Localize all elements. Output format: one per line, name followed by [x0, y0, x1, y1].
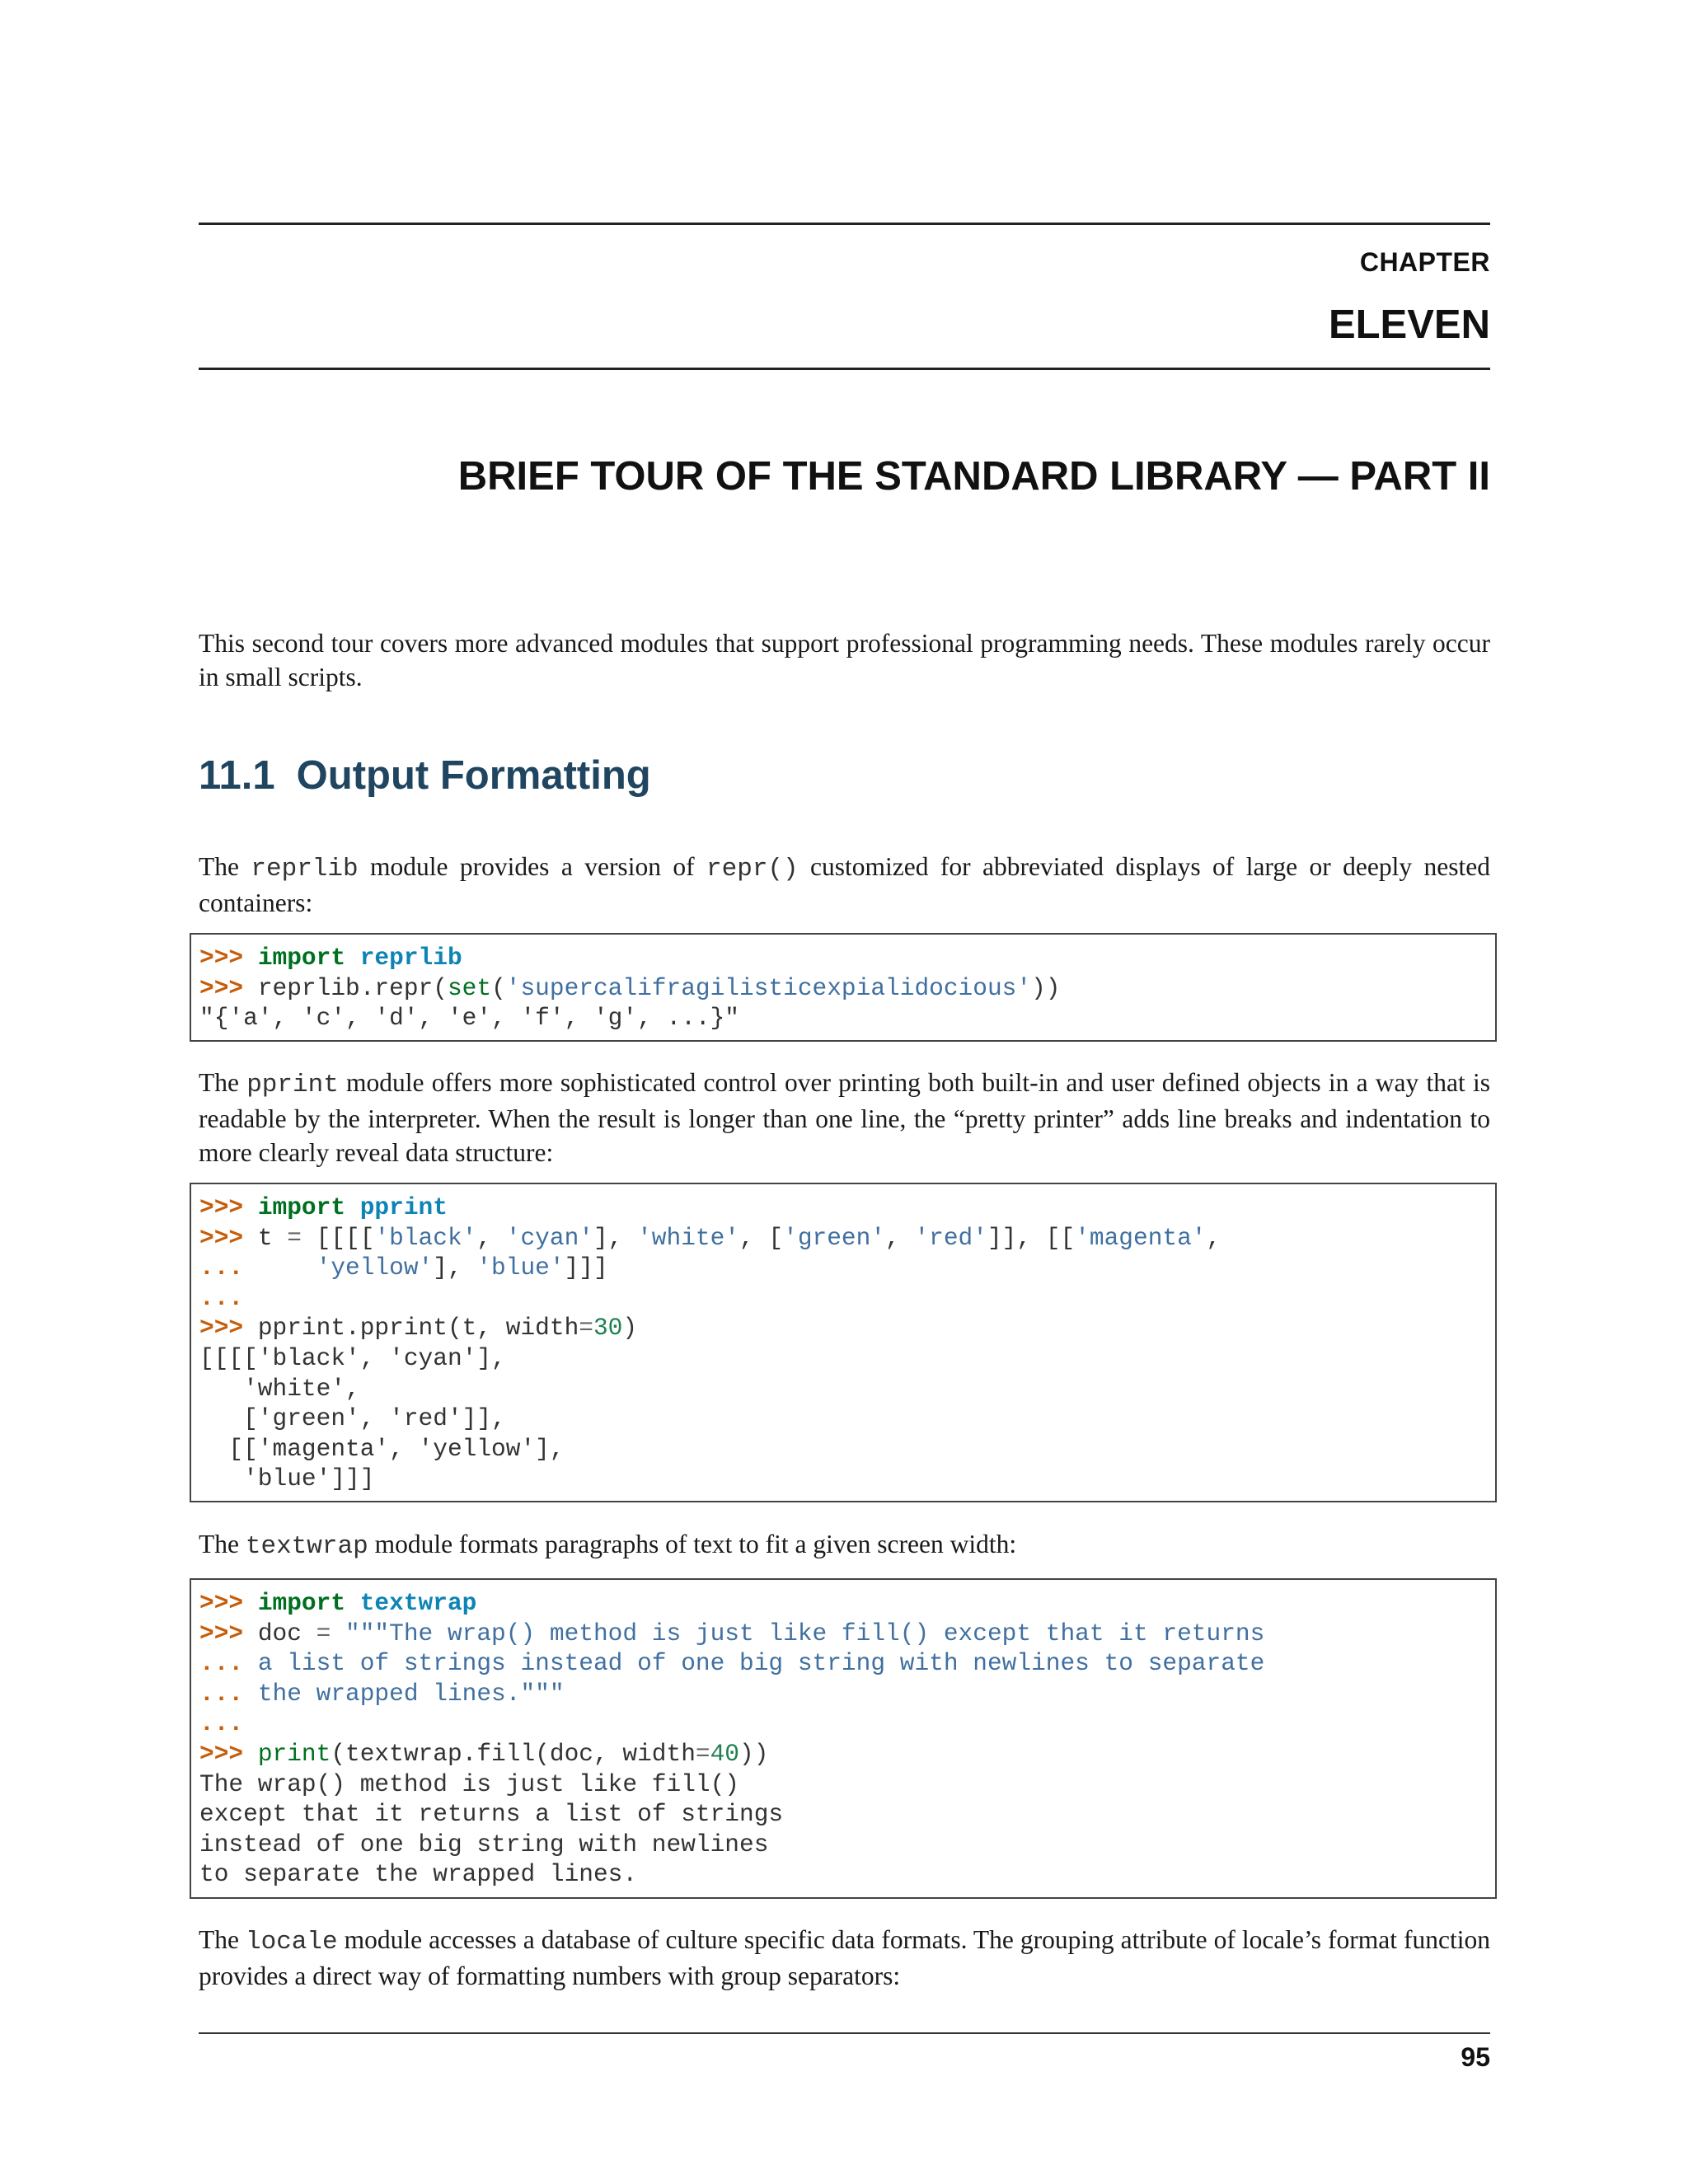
code-block-pprint	[190, 1183, 1497, 1502]
inline-code-reprlib: reprlib	[251, 855, 359, 883]
code-block-textwrap	[190, 1578, 1497, 1899]
output-token: except that it returns a list of strings	[199, 1800, 784, 1829]
code-token: ],	[433, 1254, 477, 1282]
prompt-token: >>>	[199, 1193, 258, 1221]
paragraph-text: module formats paragraphs of text to fit a given screen width:	[368, 1530, 1017, 1558]
chapter-title: BRIEF TOUR OF THE STANDARD LIBRARY — PART II	[457, 454, 1490, 499]
string-token: 'red'	[914, 1223, 987, 1252]
prompt-token: ...	[199, 1283, 244, 1312]
code-token: ,	[885, 1223, 915, 1252]
output-token: to separate the wrapped lines.	[199, 1860, 638, 1889]
prompt-token: >>>	[199, 944, 258, 972]
code-token: (	[491, 973, 506, 1002]
section-heading	[199, 752, 651, 799]
section-title: Output Formatting	[296, 753, 651, 798]
inline-code-locale: locale	[245, 1928, 338, 1957]
code-line	[199, 1769, 1487, 1800]
locale-paragraph	[199, 1923, 1490, 1993]
code-line	[199, 1679, 1487, 1709]
code-token: ]], [[	[987, 1223, 1076, 1252]
textwrap-paragraph	[199, 1527, 1490, 1563]
operator-token: =	[695, 1739, 710, 1768]
string-token: 'supercalifragilisticexpialidocious'	[505, 973, 1032, 1002]
prompt-token: ...	[199, 1679, 258, 1708]
module-name-token: pprint	[359, 1193, 448, 1221]
code-line	[199, 1799, 1487, 1830]
code-token: doc	[257, 1619, 316, 1647]
code-token: )	[622, 1314, 638, 1343]
string-token: 'green'	[783, 1223, 886, 1252]
code-token: ))	[739, 1739, 769, 1768]
paragraph-text: The	[199, 852, 251, 881]
code-line	[199, 1588, 1487, 1619]
number-token: 40	[710, 1739, 740, 1768]
code-line	[199, 1739, 1487, 1769]
prompt-token: >>>	[199, 1589, 258, 1617]
prompt-token: ...	[199, 1254, 258, 1282]
number-token: 30	[593, 1314, 623, 1343]
output-token: ['green', 'red']],	[199, 1404, 506, 1433]
inline-code-repr: repr()	[706, 855, 799, 883]
output-token: 'white',	[199, 1374, 360, 1403]
keyword-token: import	[257, 944, 346, 972]
code-line	[199, 1253, 1487, 1283]
builtin-token: print	[257, 1739, 331, 1768]
string-token: the wrapped lines."""	[257, 1679, 565, 1708]
code-token	[345, 1193, 360, 1221]
paragraph-text: The	[199, 1068, 247, 1097]
code-line	[199, 1313, 1487, 1343]
paragraph-text: module offers more sophisticated control over printing both built-in and user defined objects in a way that is readable by the interpreter. When the result is longer than one line, the “pretty printer” adds line breaks and indentation to more clearly reveal data structure:	[199, 1068, 1490, 1167]
code-line	[199, 1223, 1487, 1254]
prompt-token: >>>	[199, 1619, 258, 1647]
pprint-paragraph	[199, 1066, 1490, 1169]
code-line	[199, 1374, 1487, 1404]
inline-code-textwrap: textwrap	[245, 1532, 368, 1561]
paragraph-text: module provides a version of	[358, 852, 707, 881]
string-token: 'cyan'	[505, 1223, 593, 1252]
code-token: reprlib.repr(	[257, 973, 448, 1002]
code-line	[199, 1434, 1487, 1465]
keyword-token: import	[257, 1193, 346, 1221]
output-token: "{'a', 'c', 'd', 'e', 'f', 'g', ...}"	[199, 1004, 740, 1033]
code-token: ,	[476, 1223, 506, 1252]
code-line	[199, 1648, 1487, 1679]
paragraph-text: module accesses a database of culture specific data formats. The grouping attribute of locale’s format function provides a direct way of formatting numbers with group separators:	[199, 1925, 1490, 1990]
prompt-token: >>>	[199, 1223, 258, 1252]
code-line	[199, 973, 1487, 1004]
operator-token: =	[579, 1314, 593, 1343]
code-token	[258, 1254, 316, 1282]
code-line	[199, 1708, 1487, 1739]
code-token	[331, 1619, 345, 1647]
code-token: t	[257, 1223, 288, 1252]
chapter-label: CHAPTER	[1359, 247, 1490, 277]
intro-paragraph	[199, 626, 1490, 694]
code-token	[345, 1589, 360, 1617]
string-token: a list of strings instead of one big string with newlines to separate	[257, 1649, 1265, 1678]
paragraph-text: customized for abbreviated displays of large or deeply nested containers:	[199, 852, 1490, 917]
code-line	[199, 1830, 1487, 1860]
paragraph-text: The	[199, 1530, 246, 1558]
builtin-token: set	[447, 973, 492, 1002]
string-token: 'yellow'	[316, 1254, 434, 1282]
code-token: (textwrap.fill(doc, width	[331, 1739, 696, 1768]
string-token: 'blue'	[476, 1254, 565, 1282]
code-line	[199, 1003, 1487, 1033]
operator-token: =	[316, 1619, 331, 1647]
prompt-token: ...	[199, 1709, 244, 1738]
paragraph-text: The	[199, 1925, 246, 1954]
code-token: [[[[	[301, 1223, 375, 1252]
code-line	[199, 1343, 1487, 1374]
output-token: instead of one big string with newlines	[199, 1830, 769, 1858]
code-token: ]]]	[564, 1254, 608, 1282]
output-token: The wrap() method is just like fill()	[199, 1769, 740, 1798]
inline-code-pprint: pprint	[246, 1071, 339, 1099]
code-line	[199, 1404, 1487, 1434]
chapter-bottom-rule	[199, 368, 1490, 370]
code-line	[199, 1464, 1487, 1494]
prompt-token: >>>	[199, 973, 258, 1002]
code-block-reprlib	[190, 933, 1497, 1042]
footer-rule	[199, 2032, 1490, 2034]
output-token: 'blue']]]	[199, 1465, 375, 1493]
code-line	[199, 1859, 1487, 1890]
output-token: [[[['black', 'cyan'],	[199, 1343, 506, 1372]
section-number: 11.1	[199, 753, 275, 798]
string-token: 'black'	[374, 1223, 477, 1252]
intro-text: This second tour covers more advanced modules that support professional programming needs. These modules rarely occur in small scripts.	[199, 629, 1490, 691]
code-token: ,	[1206, 1223, 1221, 1252]
string-token: 'white'	[637, 1223, 740, 1252]
operator-token: =	[287, 1223, 302, 1252]
string-token: 'magenta'	[1075, 1223, 1207, 1252]
module-name-token: textwrap	[359, 1589, 477, 1617]
page-number: 95	[1461, 2042, 1490, 2072]
code-token: ],	[593, 1223, 638, 1252]
prompt-token: ...	[199, 1649, 258, 1678]
code-token	[345, 944, 360, 972]
code-token: , [	[739, 1223, 784, 1252]
keyword-token: import	[257, 1589, 346, 1617]
string-token: """The wrap() method is just like fill() except that it returns	[345, 1619, 1265, 1647]
code-token: ))	[1031, 973, 1061, 1002]
reprlib-paragraph	[199, 850, 1490, 920]
chapter-number: ELEVEN	[1328, 302, 1490, 347]
module-name-token: reprlib	[359, 944, 462, 972]
output-token: [['magenta', 'yellow'],	[199, 1434, 565, 1463]
prompt-token: >>>	[199, 1314, 258, 1343]
code-line	[199, 1283, 1487, 1314]
chapter-top-rule	[199, 223, 1490, 225]
code-token: pprint.pprint(t, width	[257, 1314, 579, 1343]
code-line	[199, 943, 1487, 973]
code-line	[199, 1193, 1487, 1223]
code-line	[199, 1619, 1487, 1649]
prompt-token: >>>	[199, 1739, 258, 1768]
